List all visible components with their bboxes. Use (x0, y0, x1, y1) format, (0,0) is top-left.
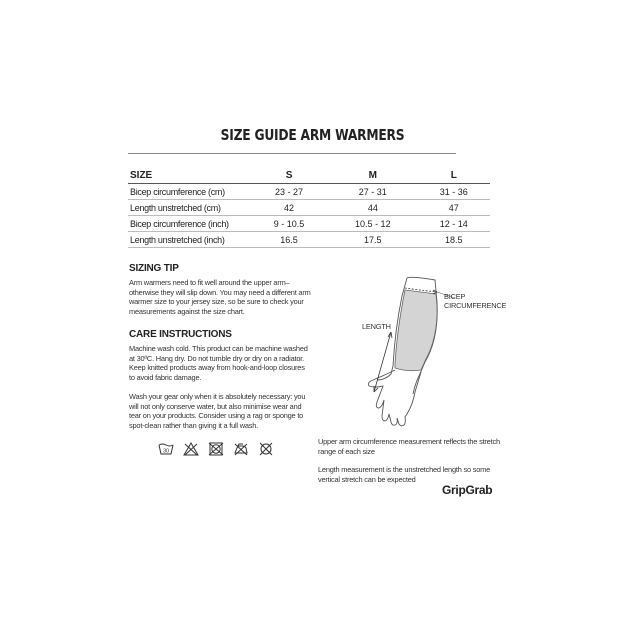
care-heading: CARE INSTRUCTIONS (129, 329, 232, 340)
hand-outline (369, 370, 422, 426)
table-cell: 23 - 27 (250, 184, 328, 200)
bicep-label-line2: CIRCUMFERENCE (444, 301, 507, 310)
column-header: M (328, 168, 417, 184)
table-cell: 31 - 36 (418, 184, 490, 200)
sizing-tip-heading: SIZING TIP (129, 263, 179, 274)
arm-warmer-shape (395, 290, 437, 371)
no-tumble-dry-icon (208, 442, 224, 456)
care-icons (158, 442, 274, 456)
column-header: S (250, 168, 328, 184)
length-measure-line (374, 332, 391, 392)
care-text-1: Machine wash cold. This product can be machine washed at 30ºC. Hang dry. Do not tumble dry or dry on a radiator. Keep knitted products away from hook-and-loop closures to avoid fabric damage. (129, 344, 308, 382)
title-divider (128, 153, 456, 154)
table-cell: 42 (250, 200, 328, 216)
table-cell: 17.5 (328, 232, 417, 248)
column-header: L (418, 168, 490, 184)
brand-logo: GripGrab (442, 483, 493, 497)
bicep-label-line1: BICEP (444, 292, 466, 301)
care-text-2: Wash your gear only when it is absolutely necessary: you will not only conserve water, but also minimise wear and tear on your products. Consider using a rag or sponge to spot-clean rather than giving it a full wash. (129, 392, 306, 430)
no-bleach-icon (183, 442, 199, 456)
table-cell: 12 - 14 (418, 216, 490, 232)
table-cell: 18.5 (418, 232, 490, 248)
page-title: SIZE GUIDE ARM WARMERS (220, 126, 405, 144)
no-iron-icon (233, 442, 249, 456)
wash-temp-label: 30 (162, 448, 170, 455)
table-cell: 47 (418, 200, 490, 216)
caption-length: Length measurement is the unstretched length so some vertical stretch can be expected (318, 465, 491, 484)
table-row (128, 216, 490, 232)
row-label: Length unstretched (cm) (128, 200, 250, 216)
table-row (128, 200, 490, 216)
row-label: Bicep circumference (inch) (128, 216, 250, 232)
size-table (128, 168, 490, 248)
length-label: LENGTH (362, 322, 391, 331)
arm-illustration (355, 276, 505, 434)
table-row (128, 232, 490, 248)
wash-30-icon (158, 442, 174, 456)
table-cell: 16.5 (250, 232, 328, 248)
table-cell: 9 - 10.5 (250, 216, 328, 232)
caption-upper-arm: Upper arm circumference measurement reflects the stretch range of each size (318, 437, 500, 456)
row-label: Length unstretched (inch) (128, 232, 250, 248)
table-cell: 44 (328, 200, 417, 216)
no-dry-clean-icon (258, 442, 274, 456)
row-label: Bicep circumference (cm) (128, 184, 250, 200)
sizing-tip-text: Arm warmers need to fit well around the upper arm–otherwise they will slip down. You may need a different arm warmer size to your jersey size, so be sure to check your measurements against the size chart. (129, 278, 311, 316)
table-row (128, 184, 490, 200)
table-cell: 27 - 31 (328, 184, 417, 200)
column-header: SIZE (128, 168, 250, 184)
table-cell: 10.5 - 12 (328, 216, 417, 232)
table-header-row (128, 168, 490, 184)
